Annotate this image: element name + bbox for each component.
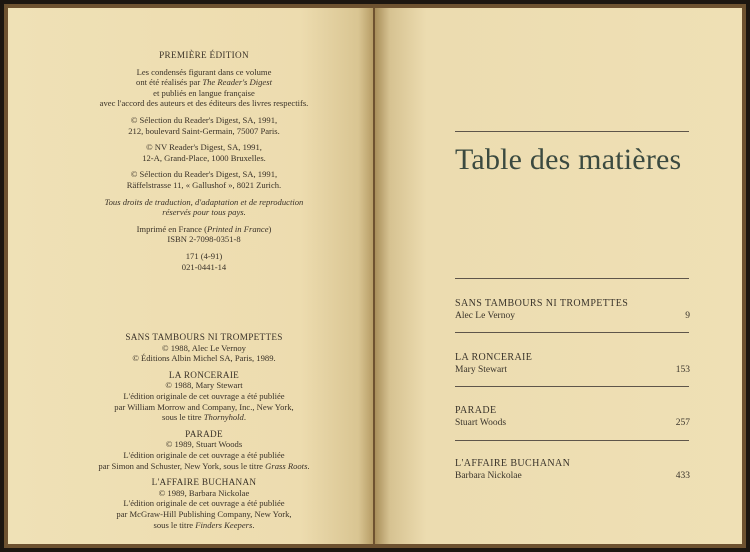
address-line: Räffelstrasse 11, « Gallushof », 8021 Zurich.: [126, 179, 282, 190]
toc-entry-title: L'AFFAIRE BUCHANAN: [455, 458, 571, 469]
book-credits: [4, 332, 404, 530]
credit-line: © 1988, Alec Le Vernoy: [162, 342, 246, 353]
toc-entry-page: 257: [675, 418, 690, 428]
credit-line: sous le titre Thornyhold.: [161, 412, 247, 423]
credit-title: L'AFFAIRE BUCHANAN: [151, 477, 257, 488]
copyright-line: © Sélection du Reader's Digest, SA, 1991,: [130, 114, 278, 125]
toc-entry-title: PARADE: [455, 405, 497, 416]
credit-line: par McGraw-Hill Publishing Company, New York,: [116, 508, 292, 519]
toc-entry-title: SANS TAMBOURS NI TROMPETTES: [455, 298, 629, 309]
isbn: ISBN 2-7098-0351-8: [167, 234, 241, 245]
print-code: 021-0441-14: [181, 261, 227, 272]
credit-line: L'édition originale de cet ouvrage a été publiée: [123, 390, 285, 401]
toc-entry[interactable]: [455, 298, 690, 322]
title-top-rule: [455, 131, 689, 132]
edition-line: avec l'accord des auteurs et des éditeurs des livres respectifs.: [99, 98, 309, 109]
toc-entry-title: LA RONCERAIE: [455, 352, 533, 363]
copyright-line: © NV Reader's Digest, SA, 1991,: [146, 142, 262, 153]
printed-line: Imprimé en France (Printed in France): [136, 223, 272, 234]
credit-line: L'édition originale de cet ouvrage a été publiée: [123, 449, 285, 460]
toc-entry-page: 153: [675, 365, 690, 375]
credit-title: PARADE: [185, 428, 223, 439]
credit-line: L'édition originale de cet ouvrage a été publiée: [123, 498, 285, 509]
address-line: 212, boulevard Saint-Germain, 75007 Paris.: [128, 125, 280, 136]
credit-title: LA RONCERAIE: [168, 369, 240, 380]
credit-line: sous le titre Finders Keepers.: [153, 519, 255, 530]
edition-heading: PREMIÈRE ÉDITION: [159, 50, 249, 60]
toc-divider: [455, 386, 689, 387]
edition-info: [4, 50, 404, 272]
toc-entry[interactable]: [455, 352, 690, 376]
toc-entry[interactable]: [455, 458, 690, 482]
toc-entry-page: 9: [685, 311, 690, 321]
rights-line: Tous droits de traduction, d'adaptation et de reproduction: [104, 196, 304, 207]
credit-line: © 1989, Barbara Nickolae: [158, 487, 250, 498]
toc-entry[interactable]: [455, 405, 690, 429]
credit-line: © 1989, Stuart Woods: [165, 439, 243, 450]
credit-line: © Éditions Albin Michel SA, Paris, 1989.: [132, 353, 276, 364]
toc-entry-author: Barbara Nickolae: [455, 471, 522, 481]
toc-entry-author: Mary Stewart: [455, 365, 507, 375]
credit-line: par William Morrow and Company, Inc., New York,: [114, 401, 294, 412]
toc-entry-author: Alec Le Vernoy: [455, 311, 515, 321]
title-bottom-rule: [455, 278, 689, 279]
copyright-line: © Sélection du Reader's Digest, SA, 1991,: [130, 169, 278, 180]
toc-entry-page: 433: [675, 471, 690, 481]
edition-line: et publiés en langue française: [153, 87, 255, 98]
toc-divider: [455, 332, 689, 333]
print-code: 171 (4-91): [185, 250, 223, 261]
credit-line: © 1988, Mary Stewart: [165, 380, 243, 391]
rights-line: réservés pour tous pays.: [162, 207, 246, 218]
credit-title: SANS TAMBOURS NI TROMPETTES: [125, 332, 283, 342]
credit-line: par Simon and Schuster, New York, sous le titre Grass Roots.: [98, 460, 310, 471]
toc-divider: [455, 440, 689, 441]
edition-line: ont été réalisés par The Reader's Digest: [136, 77, 272, 88]
toc-title: Table des matières: [455, 143, 682, 176]
toc-entry-author: Stuart Woods: [455, 418, 507, 428]
edition-line: Les condensés figurant dans ce volume: [136, 66, 272, 77]
address-line: 12-A, Grand-Place, 1000 Bruxelles.: [142, 152, 266, 163]
